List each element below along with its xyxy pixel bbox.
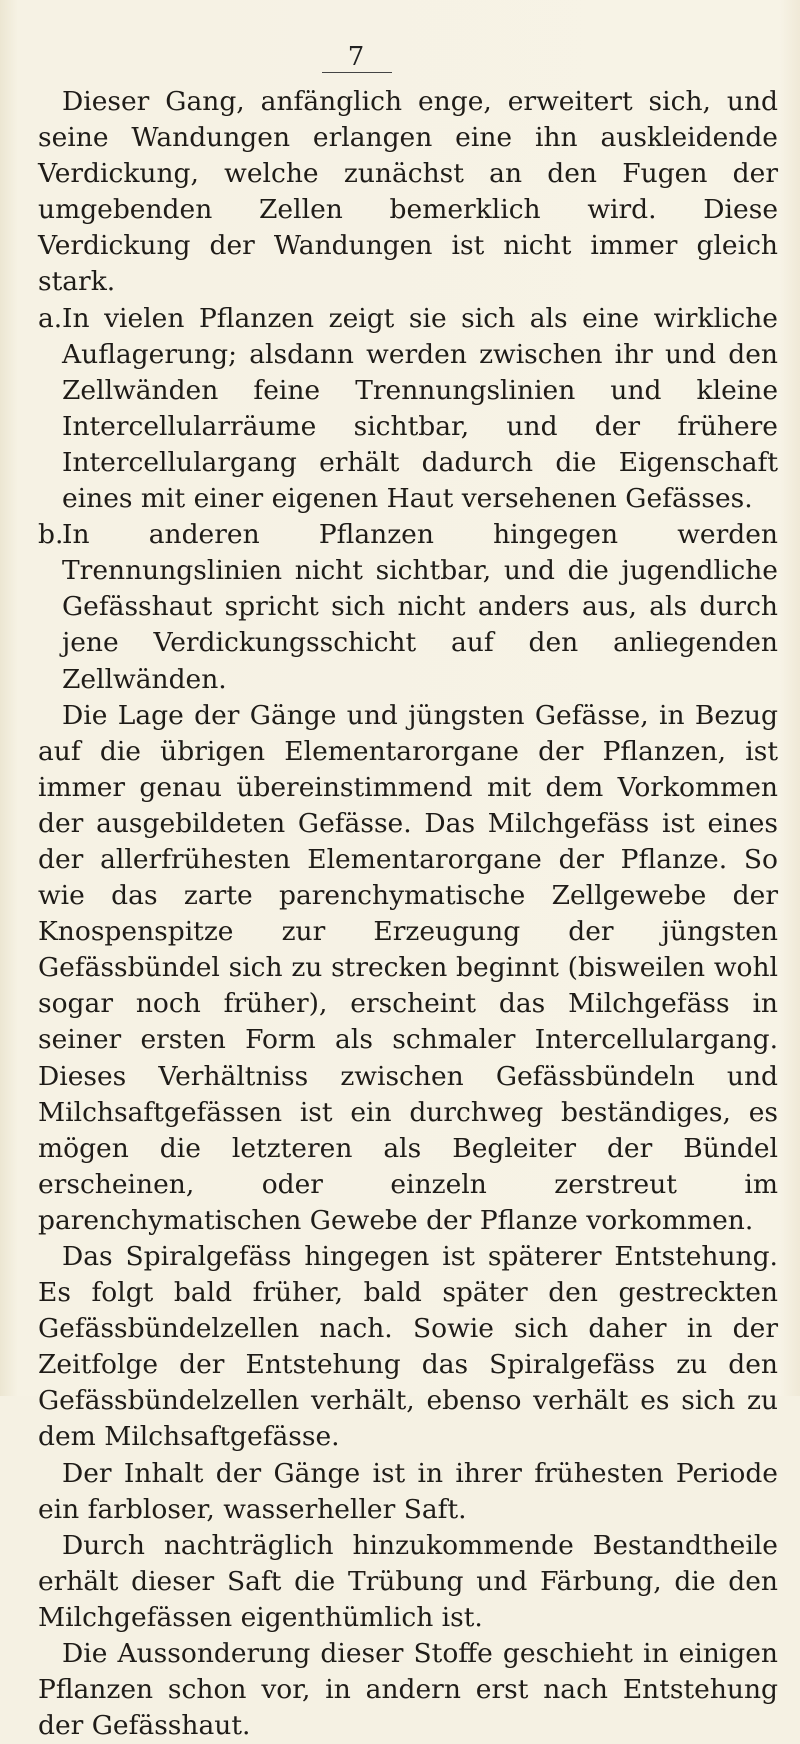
list-marker: a. [38, 302, 63, 334]
paragraph: Der Inhalt der Gänge ist in ihrer frühesten Periode ein farbloser, wasserheller Saft. [38, 1457, 778, 1525]
paragraph: Die Aussonderung dieser Stoffe geschieht in einigen Pflanzen schon vor, in andern erst nach Entstehung der Gefässhaut. [38, 1638, 778, 1742]
paragraph: Dieser Gang, anfänglich enge, erweitert sich, und seine Wandungen erlangen eine ihn auskleidende Verdickung, welche zunächst an den Fugen der umgebenden Zellen bemerklich wird. Diese Verdickung der Wandungen ist nicht immer gleich stark. [38, 86, 778, 298]
paragraph: Durch nachträglich hinzukommende Bestandtheile erhält dieser Saft die Trübung und Färbung, die den Milchgefässen eigenthümlich ist. [38, 1529, 778, 1633]
page-number-rule [322, 72, 392, 73]
paragraph: Die Lage der Gänge und jüngsten Gefässe, in Bezug auf die übrigen Elementarorgane der Pflanzen, ist immer genau übereinstimmend mit dem Vorkommen der ausgebildeten Gefässe. Das Milchgefäss ist eines der allerfrühesten Elementarorgane der Pflanze. So wie das zarte parenchymatische Zellgewebe der Knospenspitze zur Erzeugung der jüngsten Gefässbündel sich zu strecken beginnt (bisweilen wohl sogar noch früher), erscheint das Milchgefäss in seiner ersten Form als schmaler Intercellulargang. Dieses Verhältniss zwischen Gefässbündeln und Milchsaftgefässen ist ein durchweg beständiges, es mögen die letzteren als Begleiter der Bündel erscheinen, oder einzeln zerstreut im parenchymatischen Gewebe der Pflanze vorkommen. [38, 699, 778, 1236]
list-item-text: In anderen Pflanzen hingegen werden Trennungslinien nicht sichtbar, und die jugendliche Gefässhaut spricht sich nicht anders aus, als durch jene Verdickungsschicht auf den anliegenden Zellwänden. [62, 519, 778, 695]
body-text [38, 84, 778, 1744]
list-marker: b. [38, 519, 64, 551]
list-item-a [38, 301, 778, 518]
page-number: 7 [347, 42, 365, 72]
list-item-text: In vielen Pflanzen zeigt sie sich als eine wirkliche Auflagerung; alsdann werden zwischen ihr und den Zellwänden feine Trennungslinien und kleine Intercellularräume sichtbar, und der frühere Intercellulargang erhält dadurch die Eigenschaft eines mit einer eigenen Haut versehenen Gefässes. [62, 302, 778, 515]
list-item-b [38, 517, 778, 697]
paragraph: Das Spiralgefäss hingegen ist späterer Entstehung. Es folgt bald früher, bald später den gestreckten Gefässbündelzellen nach. Sowie sich daher in der Zeitfolge der Entstehung das Spiralgefäss zu den Gefässbündelzellen verhält, ebenso verhält es sich zu dem Milchsaftgefässe. [38, 1241, 778, 1453]
